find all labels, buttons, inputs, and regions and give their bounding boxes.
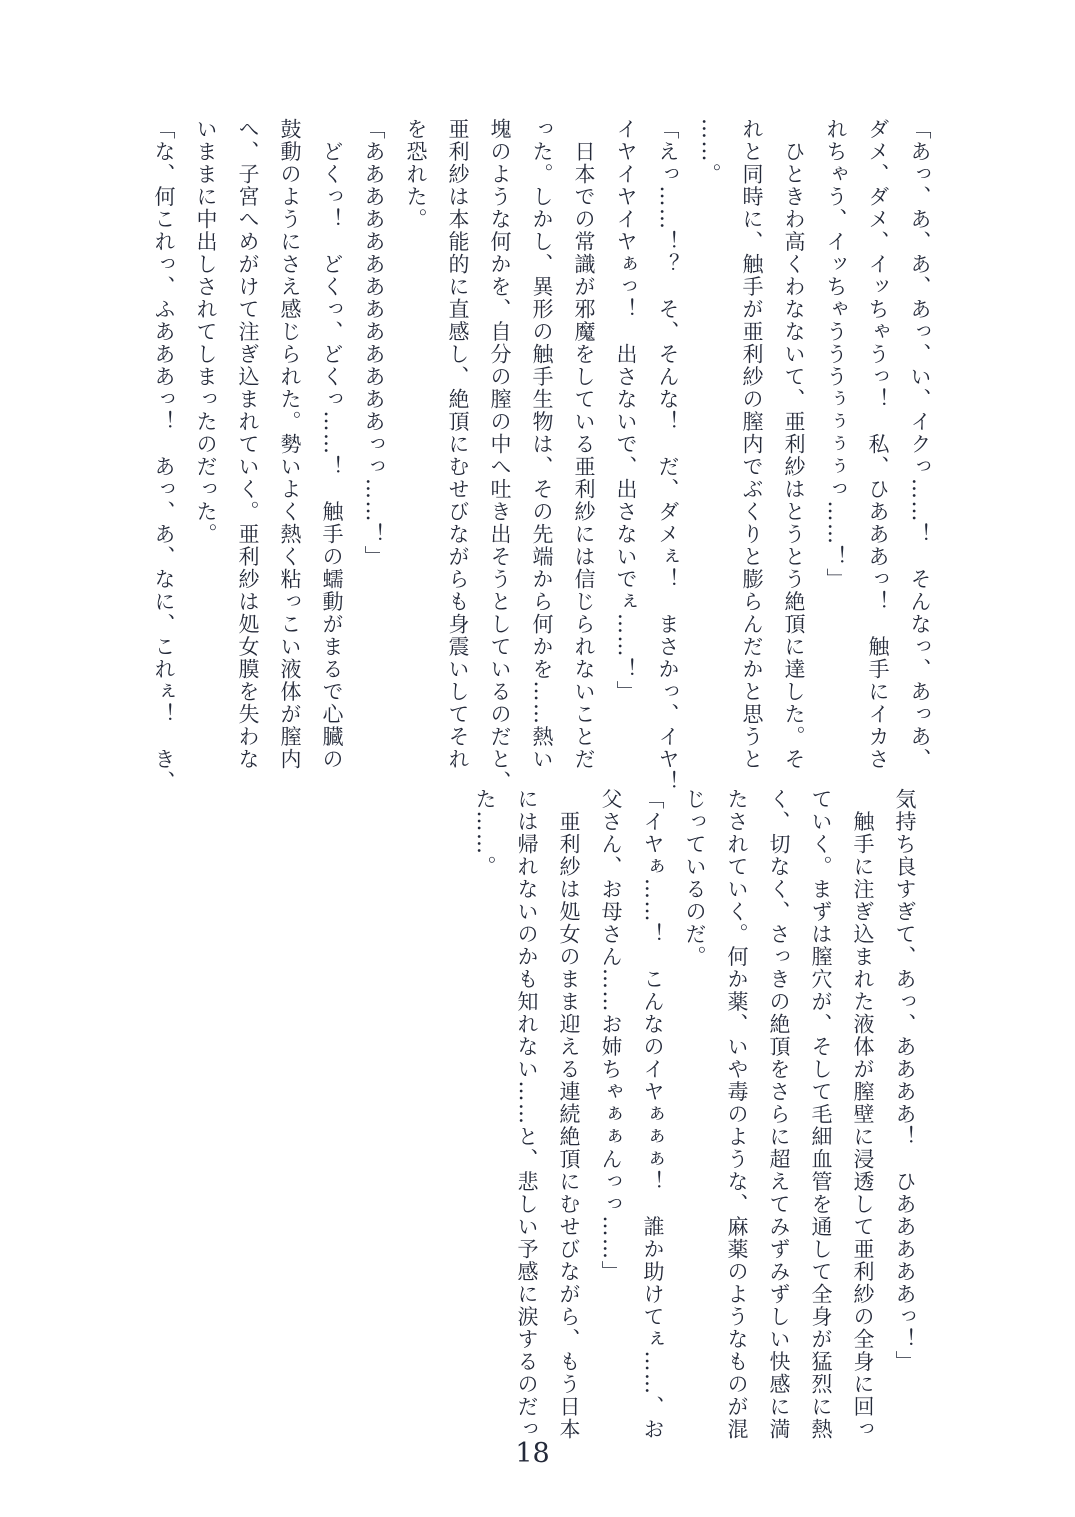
text-line: ていく。まずは膣穴が、そして毛細血管を通して全身が猛烈に熱 (809, 788, 833, 1441)
text-line: 亜利紗は本能的に直感し、絶頂にむせびながらも身震いしてそれ (446, 118, 470, 771)
text-line: を恐れた。 (404, 118, 428, 231)
text-line: どくっ！ どくっ、どくっ……！ 触手の蠕動がまるで心臓の (320, 118, 344, 771)
text-line: た……。 (473, 788, 497, 878)
text-line: たされていく。何か薬、いや毒のような、麻薬のようなものが混 (725, 788, 749, 1441)
text-line: イヤイヤイヤぁっ！ 出さないで、出さないでぇ……！」 (614, 118, 638, 703)
text-line: いままに中出しされてしまったのだった。 (194, 118, 218, 546)
text-line: じっているのだ。 (683, 788, 707, 968)
lower-text-block (464, 788, 926, 1450)
text-line: れと同時に、触手が亜利紗の膣内でぶくりと膨らんだかと思うと (740, 118, 764, 771)
text-line: ひときわ高くわなないて、亜利紗はとうとう絶頂に達した。そ (782, 118, 806, 771)
text-line: 鼓動のようにさえ感じられた。勢いよく熱く粘っこい液体が膣内 (278, 118, 302, 771)
text-line: には帰れないのかも知れない……と、悲しい予感に涙するのだっ (515, 788, 539, 1441)
upper-text-block (143, 118, 941, 793)
text-line: ダメ、ダメ、イッちゃうっ！ 私、ひあああっ！ 触手にイカさ (866, 118, 890, 771)
text-line: 日本での常識が邪魔をしている亜利紗には信じられないことだ (572, 118, 596, 771)
text-line: 「あああああああああああああっっ……！」 (362, 118, 386, 568)
text-line: 父さん、お母さん……お姉ちゃぁぁんっっ……」 (599, 788, 623, 1283)
text-line: れちゃう、イッちゃうううぅぅぅぅっ……！」 (824, 118, 848, 591)
text-line: く、切なく、さっきの絶頂をさらに超えてみずみずしい快感に満 (767, 788, 791, 1441)
text-line: ……。 (698, 118, 722, 186)
text-line: 気持ち良すぎて、あっ、ああああ！ ひあああああっ！」 (893, 788, 917, 1373)
text-line: 亜利紗は処女のまま迎える連続絶頂にむせびながら、もう日本 (557, 788, 581, 1441)
text-line: った。しかし、異形の触手生物は、その先端から何かを……熱い (530, 118, 554, 771)
text-line: 「な、何これっ、ふあああっ！ あっ、あ、なに、これぇ！ き、 (152, 118, 176, 793)
text-line: 「えっ……！？ そ、そんな！ だ、ダメぇ！ まさかっ、イヤ！ (656, 118, 680, 793)
text-line: 触手に注ぎ込まれた液体が膣壁に浸透して亜利紗の全身に回っ (851, 788, 875, 1441)
page-number: 18 (515, 1438, 550, 1469)
text-line: へ、子宮へめがけて注ぎ込まれていく。亜利紗は処女膜を失わな (236, 118, 260, 771)
text-line: 「あっ、あ、あ、あっ、い、イクっ……！ そんなっ、あっあ、 (908, 118, 932, 771)
text-line: 塊のような何かを、自分の膣の中へ吐き出そうとしているのだと、 (488, 118, 512, 793)
text-line: 「イヤぁ……！ こんなのイヤぁぁぁ！ 誰か助けてぇ……、お (641, 788, 665, 1441)
